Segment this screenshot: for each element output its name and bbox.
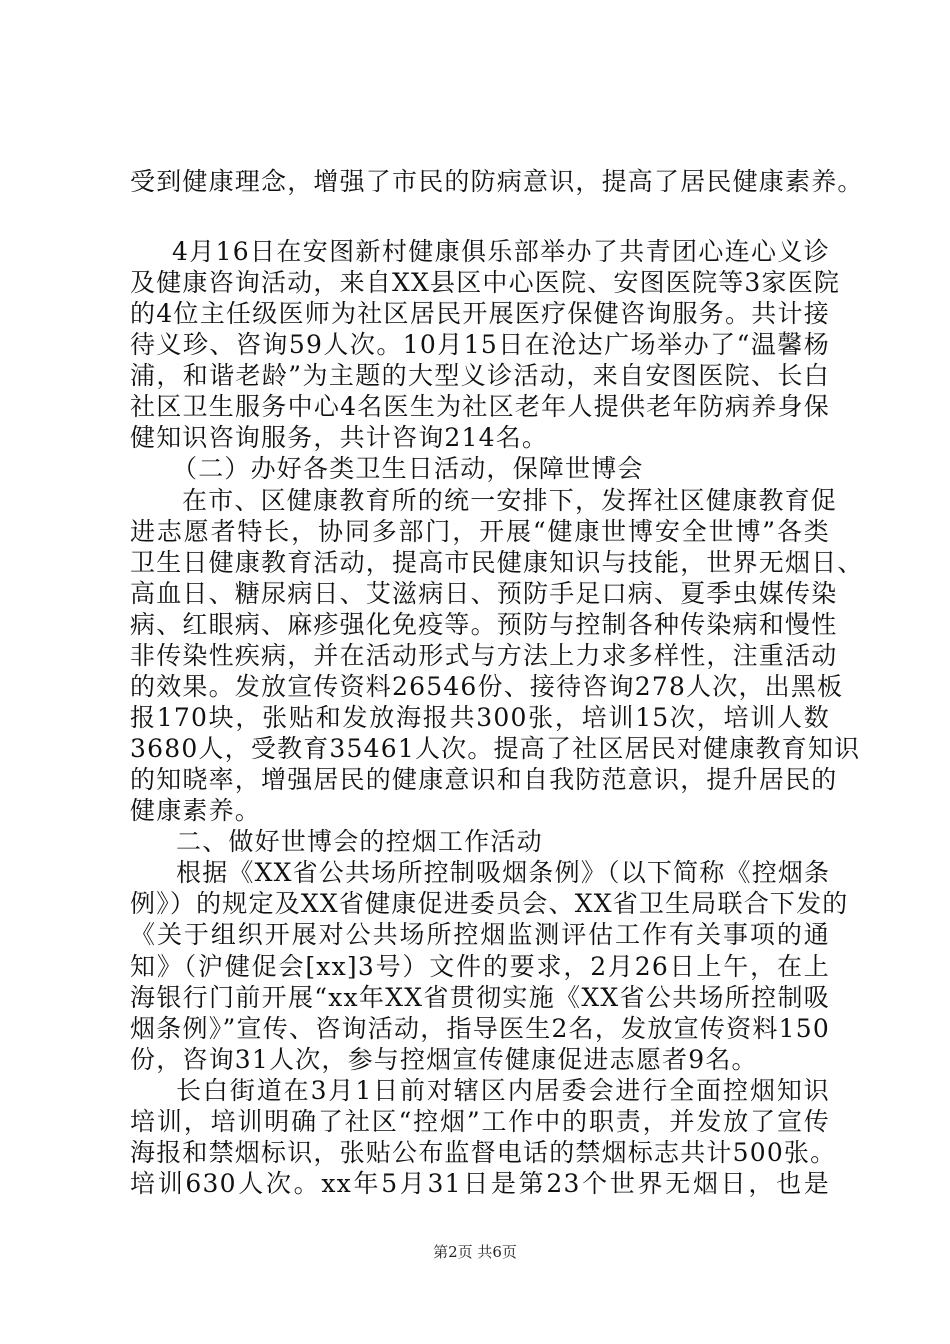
paragraph-line: 健康素养。 <box>130 796 262 825</box>
paragraph-line: 烟条例》”宣传、咨询活动，指导医生2名，发放宣传资料150 <box>130 1014 830 1043</box>
paragraph-line: 浦，和谐老龄”为主题的大型义诊活动，来自安图医院、长白 <box>130 361 830 390</box>
section-heading: （二）办好各类卫生日活动，保障世博会 <box>172 454 644 483</box>
paragraph-line: 及健康咨询活动，来自XX县区中心医院、安图医院等3家医院 <box>130 268 841 297</box>
paragraph-line: 4月16日在安图新村健康俱乐部举办了共青团心连心义诊 <box>172 237 830 266</box>
paragraph-line: 份，咨询31人次，参与控烟宣传健康促进志愿者9名。 <box>130 1045 758 1074</box>
paragraph-line: 知》（沪健促会[xx]3号）文件的要求，2月26日上午，在上 <box>130 952 830 981</box>
page-number-footer: 第2页 共6页 <box>433 1243 517 1261</box>
paragraph-line: 《关于组织开展对公共场所控烟监测评估工作有关事项的通 <box>130 920 830 949</box>
paragraph-line: 在市、区健康教育所的统一安排下，发挥社区健康教育促 <box>182 486 838 515</box>
paragraph-line: 非传染性疾病，并在活动形式与方法上力求多样性，注重活动 <box>130 641 838 670</box>
paragraph-line: 的4位主任级医师为社区居民开展医疗保健咨询服务。共计接 <box>130 299 830 328</box>
paragraph-line: 待义珍、咨询59人次。10月15日在沧达广场举办了“温馨杨 <box>130 330 830 359</box>
paragraph-line: 受到健康理念，增强了市民的防病意识，提高了居民健康素养。 <box>130 167 864 196</box>
paragraph-line: 根据《XX省公共场所控制吸烟条例》（以下简称《控烟条 <box>176 858 831 887</box>
paragraph-line: 高血日、糖尿病日、艾滋病日、预防手足口病、夏季虫媒传染 <box>130 579 838 608</box>
paragraph-line: 3680人，受教育35461人次。提高了社区居民对健康教育知识 <box>130 734 861 763</box>
paragraph-line: 的效果。发放宣传资料26546份、接待咨询278人次，出黑板 <box>130 672 844 701</box>
paragraph-line: 培训，培训明确了社区“控烟”工作中的职责，并发放了宣传 <box>130 1107 830 1136</box>
paragraph-line: 长白街道在3月1日前对辖区内居委会进行全面控烟知识 <box>176 1076 830 1105</box>
paragraph-line: 培训630人次。xx年5月31日是第23个世界无烟日，也是 <box>130 1169 830 1198</box>
paragraph-line: 卫生日健康教育活动，提高市民健康知识与技能，世界无烟日、 <box>130 548 864 577</box>
paragraph-line: 健知识咨询服务，共计咨询214名。 <box>130 423 549 452</box>
paragraph-line: 社区卫生服务中心4名医生为社区老年人提供老年防病养身保 <box>130 392 830 421</box>
paragraph-line: 的知晓率，增强居民的健康意识和自我防范意识，提升居民的 <box>130 765 838 794</box>
section-heading: 二、做好世博会的控烟工作活动 <box>176 827 543 856</box>
paragraph-line: 病、红眼病、麻疹强化免疫等。预防与控制各种传染病和慢性 <box>130 610 838 639</box>
paragraph-line: 进志愿者特长，协同多部门，开展“健康世博安全世博”各类 <box>130 517 830 546</box>
paragraph-line: 例》）的规定及XX省健康促进委员会、XX省卫生局联合下发的 <box>130 889 849 918</box>
paragraph-line: 海银行门前开展“xx年XX省贯彻实施《XX省公共场所控制吸 <box>130 983 830 1012</box>
paragraph-line: 海报和禁烟标识，张贴公布监督电话的禁烟标志共计500张。 <box>130 1138 837 1167</box>
paragraph-line: 报170块，张贴和发放海报共300张，培训15次，培训人数 <box>130 703 830 732</box>
